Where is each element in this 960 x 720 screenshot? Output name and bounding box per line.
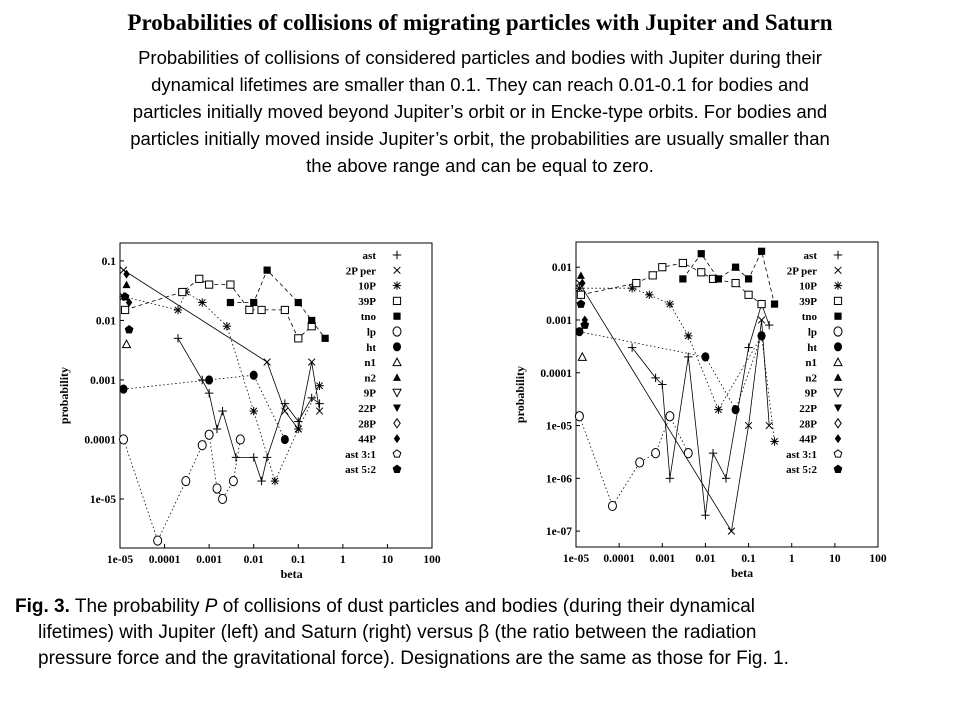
data-point xyxy=(246,306,253,313)
y-tick-label: 1e-06 xyxy=(545,473,572,486)
legend-label: ht xyxy=(366,341,376,354)
y-tick-label: 1e-07 xyxy=(545,526,572,539)
series-x xyxy=(120,267,323,433)
data-point xyxy=(154,536,162,545)
y-tick-label: 0.001 xyxy=(90,374,116,387)
y-tick-label: 0.01 xyxy=(95,315,116,328)
legend-marker xyxy=(393,450,401,457)
legend-marker xyxy=(393,313,400,320)
series-triangle-up-open xyxy=(123,340,131,348)
data-point xyxy=(174,334,182,342)
legend-label: n2 xyxy=(364,372,376,385)
intro-line: particles initially moved inside Jupiter’s orbit, the probabilities are usually smaller than xyxy=(130,128,830,149)
caption-label: Fig. 3. xyxy=(15,596,70,617)
legend-label: 39P xyxy=(799,295,817,308)
data-point xyxy=(182,476,190,485)
series-square-open xyxy=(121,275,315,342)
x-tick-label: 0.01 xyxy=(695,553,716,565)
y-tick-label: 0.001 xyxy=(546,314,572,327)
legend-marker xyxy=(393,405,401,413)
x-tick-label: 100 xyxy=(423,554,441,566)
legend-label: ast 5:2 xyxy=(786,464,817,477)
data-point xyxy=(120,435,128,444)
x-tick-label: 0.0001 xyxy=(148,554,181,566)
legend-label: lp xyxy=(366,326,376,339)
data-point xyxy=(218,407,226,415)
series-+ xyxy=(174,334,324,485)
legend-label: lp xyxy=(807,326,817,339)
data-point xyxy=(315,382,323,390)
series-triangle-up-filled xyxy=(123,281,131,289)
data-point xyxy=(206,281,213,288)
legend-label: 44P xyxy=(799,433,817,446)
data-point xyxy=(232,453,240,461)
data-point xyxy=(174,306,182,314)
legend-label: 28P xyxy=(358,418,376,431)
data-point xyxy=(196,275,203,282)
legend-label: 44P xyxy=(358,433,376,446)
series-* xyxy=(119,288,323,485)
data-point xyxy=(229,476,237,485)
intro-line: dynamical lifetimes are smaller than 0.1. They can reach 0.01-0.1 for bodies and xyxy=(151,74,809,95)
legend-marker xyxy=(393,389,401,397)
legend-label: n1 xyxy=(805,357,817,370)
data-point xyxy=(264,267,271,274)
data-point xyxy=(179,288,186,295)
data-point xyxy=(123,340,131,348)
legend-marker xyxy=(393,342,401,351)
legend-marker xyxy=(393,251,401,259)
y-axis-label: probability xyxy=(513,365,527,424)
legend-label: 10P xyxy=(358,280,376,293)
x-tick-label: 0.1 xyxy=(741,553,756,565)
y-axis-label: probability xyxy=(57,366,71,425)
legend-label: n1 xyxy=(364,357,376,370)
plot-frame xyxy=(120,243,432,548)
x-tick-label: 1e-05 xyxy=(106,554,134,566)
data-point xyxy=(295,299,302,306)
caption-p-symbol: P xyxy=(204,596,218,617)
legend-label: n2 xyxy=(805,372,817,385)
series-circle-filled xyxy=(120,371,289,444)
data-point xyxy=(257,477,265,485)
legend-marker xyxy=(393,297,400,304)
data-point xyxy=(295,335,302,342)
legend-label: 22P xyxy=(358,403,376,415)
x-tick-label: 0.001 xyxy=(196,554,223,566)
x-axis-label: beta xyxy=(731,566,754,580)
data-point xyxy=(125,326,133,333)
data-point xyxy=(198,441,206,450)
legend-marker xyxy=(394,267,401,274)
data-point xyxy=(315,399,323,407)
x-tick-label: 1 xyxy=(339,554,346,566)
data-point xyxy=(250,299,257,306)
legend-label: 9P xyxy=(804,387,817,400)
data-point xyxy=(250,453,258,461)
x-tick-label: 0.1 xyxy=(291,554,306,566)
legend-label: 2P per xyxy=(345,265,376,278)
data-point xyxy=(213,484,221,493)
x-tick-label: 0.0001 xyxy=(603,553,635,565)
y-tick-label: 0.0001 xyxy=(84,434,116,447)
legend-label: ast xyxy=(803,250,817,262)
data-point xyxy=(227,299,234,306)
legend-marker xyxy=(394,434,400,443)
legend-label: 2P per xyxy=(786,265,817,278)
caption-text: The probability xyxy=(69,596,205,617)
data-point xyxy=(219,494,227,503)
data-point xyxy=(213,425,221,433)
data-point xyxy=(258,306,265,313)
legend-label: ht xyxy=(807,341,817,354)
legend-label: ast 3:1 xyxy=(786,448,817,461)
data-point xyxy=(294,425,302,433)
data-point xyxy=(281,306,288,313)
data-point xyxy=(308,394,316,402)
series-line xyxy=(178,338,320,481)
data-point xyxy=(198,298,206,306)
caption-line: pressure force and the gravitational force). Designations are the same as those for Fig. 1. xyxy=(38,648,789,669)
figure-caption xyxy=(15,594,915,672)
legend-label: tno xyxy=(801,311,817,324)
series-line xyxy=(124,435,241,541)
x-axis-label: beta xyxy=(280,567,303,581)
legend-label: 28P xyxy=(799,418,817,431)
y-tick-label: 1e-05 xyxy=(89,493,116,506)
data-point xyxy=(263,453,271,461)
data-point xyxy=(308,317,315,324)
data-point xyxy=(205,389,213,397)
intro-line: particles initially moved beyond Jupiter’s orbit or in Encke-type orbits. For bodies and xyxy=(132,101,828,122)
legend-label: ast 3:1 xyxy=(345,448,376,461)
y-tick-label: 0.0001 xyxy=(540,367,572,380)
data-point xyxy=(250,407,258,415)
legend-label: 39P xyxy=(358,295,376,308)
data-point xyxy=(205,375,213,384)
legend-label: 10P xyxy=(799,280,817,293)
y-tick-label: 0.01 xyxy=(551,262,572,275)
y-tick-label: 0.1 xyxy=(101,255,116,268)
data-point xyxy=(281,435,289,444)
x-tick-label: 10 xyxy=(829,553,841,565)
caption-line: lifetimes) with Jupiter (left) and Saturn (right) versus β (the ratio between the radiation xyxy=(38,622,757,643)
legend-marker xyxy=(393,327,401,336)
legend-label: tno xyxy=(360,311,376,324)
data-point xyxy=(264,359,271,366)
data-point xyxy=(271,477,279,485)
legend-marker xyxy=(393,465,401,472)
caption-text: of collisions of dust particles and bodies (during their dynamical xyxy=(217,596,755,617)
data-point xyxy=(223,322,231,330)
x-tick-label: 1 xyxy=(788,553,795,565)
legend-label: 9P xyxy=(363,387,376,400)
page-title: Probabilities of collisions of migrating particles with Jupiter and Saturn xyxy=(127,10,833,35)
series-line xyxy=(124,292,320,481)
legend-label: ast 5:2 xyxy=(345,464,376,477)
data-point xyxy=(121,293,129,300)
legend-label: ast xyxy=(362,250,376,262)
data-point xyxy=(123,281,131,289)
x-tick-label: 0.01 xyxy=(243,554,264,566)
chart-group xyxy=(57,243,441,581)
intro-line: the above range and can be equal to zero. xyxy=(306,155,654,176)
legend-marker xyxy=(394,419,400,428)
x-tick-label: 0.001 xyxy=(649,553,676,565)
legend-marker xyxy=(393,373,401,381)
data-point xyxy=(250,371,258,380)
data-point xyxy=(227,281,234,288)
legend-label: 22P xyxy=(799,403,817,415)
series-circle-open xyxy=(120,430,245,545)
x-tick-label: 100 xyxy=(869,553,887,565)
x-tick-label: 1e-05 xyxy=(562,553,590,565)
data-point xyxy=(121,306,128,313)
legend-marker xyxy=(393,281,401,289)
intro-line: Probabilities of collisions of considered particles and bodies with Jupiter during their xyxy=(138,47,822,68)
x-tick-label: 10 xyxy=(381,554,394,566)
data-point xyxy=(322,335,329,342)
series-line xyxy=(124,375,285,439)
legend-marker xyxy=(393,358,401,366)
data-point xyxy=(236,435,244,444)
data-point xyxy=(120,385,128,394)
y-tick-label: 1e-05 xyxy=(545,420,572,433)
series-square-filled xyxy=(227,267,329,342)
data-point xyxy=(205,430,213,439)
